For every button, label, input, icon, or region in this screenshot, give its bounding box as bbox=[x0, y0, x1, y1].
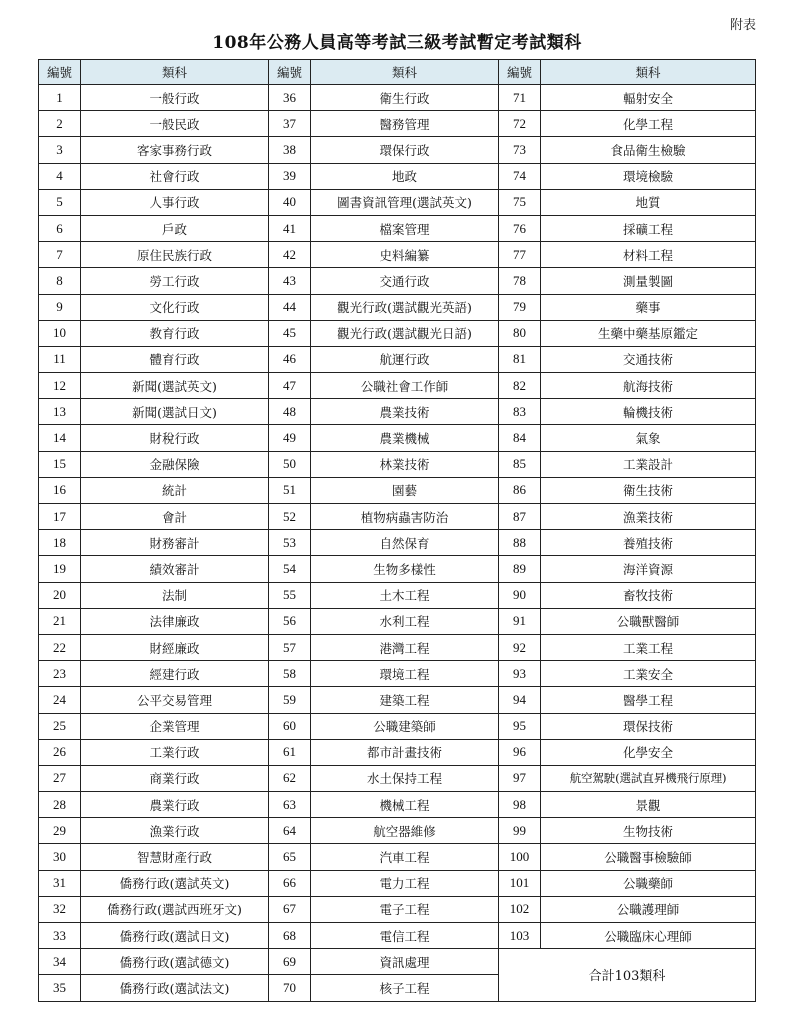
subject-name: 觀光行政(選試觀光日語) bbox=[311, 320, 499, 346]
subject-name: 測量製圖 bbox=[541, 268, 756, 294]
subject-name: 公職社會工作師 bbox=[311, 373, 499, 399]
subject-number: 53 bbox=[269, 530, 311, 556]
subject-name: 生物多樣性 bbox=[311, 556, 499, 582]
table-row bbox=[39, 425, 756, 451]
table-row bbox=[39, 661, 756, 687]
subject-name: 公職建築師 bbox=[311, 713, 499, 739]
subject-number: 99 bbox=[499, 818, 541, 844]
subject-number: 67 bbox=[269, 896, 311, 922]
subject-name: 工業設計 bbox=[541, 451, 756, 477]
subject-name: 勞工行政 bbox=[81, 268, 269, 294]
subject-name: 衛生技術 bbox=[541, 477, 756, 503]
subject-number: 23 bbox=[39, 661, 81, 687]
subject-number: 61 bbox=[269, 739, 311, 765]
subject-number: 102 bbox=[499, 896, 541, 922]
subject-number: 24 bbox=[39, 687, 81, 713]
subject-name: 景觀 bbox=[541, 792, 756, 818]
subject-name: 地質 bbox=[541, 189, 756, 215]
subject-number: 94 bbox=[499, 687, 541, 713]
table-row bbox=[39, 530, 756, 556]
subject-name: 化學安全 bbox=[541, 739, 756, 765]
subject-number: 64 bbox=[269, 818, 311, 844]
subject-name: 輻射安全 bbox=[541, 85, 756, 111]
subject-number: 58 bbox=[269, 661, 311, 687]
subject-name: 觀光行政(選試觀光英語) bbox=[311, 294, 499, 320]
page-title: 108年公務人員高等考試三級考試暫定考試類科 bbox=[212, 33, 582, 53]
subject-name: 統計 bbox=[81, 477, 269, 503]
subject-name: 客家事務行政 bbox=[81, 137, 269, 163]
subject-name: 僑務行政(選試西班牙文) bbox=[81, 896, 269, 922]
table-row bbox=[39, 320, 756, 346]
subject-number: 27 bbox=[39, 765, 81, 791]
subject-name: 公職藥師 bbox=[541, 870, 756, 896]
subject-name: 建築工程 bbox=[311, 687, 499, 713]
subject-number: 39 bbox=[269, 163, 311, 189]
subject-number: 101 bbox=[499, 870, 541, 896]
subject-name: 交通技術 bbox=[541, 346, 756, 372]
subject-number: 92 bbox=[499, 634, 541, 660]
subject-name: 環保技術 bbox=[541, 713, 756, 739]
header-subject: 類科 bbox=[541, 60, 756, 85]
subject-name: 圖書資訊管理(選試英文) bbox=[311, 189, 499, 215]
subject-name: 會計 bbox=[81, 504, 269, 530]
header-subject: 類科 bbox=[311, 60, 499, 85]
table-row bbox=[39, 215, 756, 241]
subject-number: 15 bbox=[39, 451, 81, 477]
subject-number: 19 bbox=[39, 556, 81, 582]
table-row bbox=[39, 111, 756, 137]
subject-name: 電子工程 bbox=[311, 896, 499, 922]
subject-number: 88 bbox=[499, 530, 541, 556]
subject-number: 4 bbox=[39, 163, 81, 189]
table-row bbox=[39, 504, 756, 530]
subject-number: 68 bbox=[269, 923, 311, 949]
subject-name: 水利工程 bbox=[311, 608, 499, 634]
subject-number: 85 bbox=[499, 451, 541, 477]
subject-number: 54 bbox=[269, 556, 311, 582]
table-row bbox=[39, 844, 756, 870]
subject-name: 地政 bbox=[311, 163, 499, 189]
subject-number: 86 bbox=[499, 477, 541, 503]
subject-name: 社會行政 bbox=[81, 163, 269, 189]
subject-number: 48 bbox=[269, 399, 311, 425]
subject-name: 藥事 bbox=[541, 294, 756, 320]
table-row bbox=[39, 634, 756, 660]
subject-name: 航空器維修 bbox=[311, 818, 499, 844]
subject-number: 63 bbox=[269, 792, 311, 818]
subject-number: 38 bbox=[269, 137, 311, 163]
subject-number: 91 bbox=[499, 608, 541, 634]
subject-number: 62 bbox=[269, 765, 311, 791]
subject-name: 航海技術 bbox=[541, 373, 756, 399]
subject-number: 81 bbox=[499, 346, 541, 372]
table-row bbox=[39, 268, 756, 294]
table-row bbox=[39, 739, 756, 765]
subject-name: 公職護理師 bbox=[541, 896, 756, 922]
subject-number: 12 bbox=[39, 373, 81, 399]
subject-name: 林業技術 bbox=[311, 451, 499, 477]
subject-number: 89 bbox=[499, 556, 541, 582]
subject-number: 14 bbox=[39, 425, 81, 451]
header-row bbox=[39, 60, 756, 85]
subject-number: 57 bbox=[269, 634, 311, 660]
subject-number: 95 bbox=[499, 713, 541, 739]
subject-name: 採礦工程 bbox=[541, 215, 756, 241]
subject-number: 75 bbox=[499, 189, 541, 215]
subject-name: 交通行政 bbox=[311, 268, 499, 294]
subject-number: 7 bbox=[39, 242, 81, 268]
table-row bbox=[39, 189, 756, 215]
table-row bbox=[39, 85, 756, 111]
subject-name: 一般行政 bbox=[81, 85, 269, 111]
subject-name: 經建行政 bbox=[81, 661, 269, 687]
table-row bbox=[39, 242, 756, 268]
subject-name: 僑務行政(選試德文) bbox=[81, 949, 269, 975]
subject-name: 生物技術 bbox=[541, 818, 756, 844]
subject-number: 84 bbox=[499, 425, 541, 451]
subject-number: 25 bbox=[39, 713, 81, 739]
subject-number: 90 bbox=[499, 582, 541, 608]
subject-number: 40 bbox=[269, 189, 311, 215]
subject-name: 醫務管理 bbox=[311, 111, 499, 137]
subject-name: 醫學工程 bbox=[541, 687, 756, 713]
subject-number: 37 bbox=[269, 111, 311, 137]
header-number: 編號 bbox=[269, 60, 311, 85]
subject-number: 13 bbox=[39, 399, 81, 425]
subject-number: 51 bbox=[269, 477, 311, 503]
subject-name: 智慧財產行政 bbox=[81, 844, 269, 870]
subject-number: 17 bbox=[39, 504, 81, 530]
subject-number: 6 bbox=[39, 215, 81, 241]
subject-name: 水土保持工程 bbox=[311, 765, 499, 791]
subject-number: 79 bbox=[499, 294, 541, 320]
subject-name: 畜牧技術 bbox=[541, 582, 756, 608]
subject-number: 9 bbox=[39, 294, 81, 320]
table-row bbox=[39, 399, 756, 425]
subject-number: 10 bbox=[39, 320, 81, 346]
subject-number: 31 bbox=[39, 870, 81, 896]
subject-name: 環保行政 bbox=[311, 137, 499, 163]
subject-number: 30 bbox=[39, 844, 81, 870]
subject-name: 財經廉政 bbox=[81, 634, 269, 660]
subject-number: 18 bbox=[39, 530, 81, 556]
subject-number: 55 bbox=[269, 582, 311, 608]
subject-name: 原住民族行政 bbox=[81, 242, 269, 268]
subject-number: 77 bbox=[499, 242, 541, 268]
subject-name: 農業機械 bbox=[311, 425, 499, 451]
table-row bbox=[39, 923, 756, 949]
subject-name: 漁業行政 bbox=[81, 818, 269, 844]
table-row bbox=[39, 792, 756, 818]
subject-name: 材料工程 bbox=[541, 242, 756, 268]
subject-name: 新聞(選試英文) bbox=[81, 373, 269, 399]
subject-number: 103 bbox=[499, 923, 541, 949]
subject-name: 僑務行政(選試法文) bbox=[81, 975, 269, 1001]
subject-number: 1 bbox=[39, 85, 81, 111]
subject-number: 43 bbox=[269, 268, 311, 294]
subject-name: 港灣工程 bbox=[311, 634, 499, 660]
subject-number: 78 bbox=[499, 268, 541, 294]
subject-name: 僑務行政(選試英文) bbox=[81, 870, 269, 896]
subject-number: 96 bbox=[499, 739, 541, 765]
subject-number: 83 bbox=[499, 399, 541, 425]
subject-number: 59 bbox=[269, 687, 311, 713]
subject-number: 20 bbox=[39, 582, 81, 608]
subject-name: 資訊處理 bbox=[311, 949, 499, 975]
subject-name: 輪機技術 bbox=[541, 399, 756, 425]
subject-name: 海洋資源 bbox=[541, 556, 756, 582]
subject-number: 46 bbox=[269, 346, 311, 372]
table-row bbox=[39, 556, 756, 582]
subject-name: 企業管理 bbox=[81, 713, 269, 739]
table-row bbox=[39, 687, 756, 713]
subject-number: 73 bbox=[499, 137, 541, 163]
subject-name: 僑務行政(選試日文) bbox=[81, 923, 269, 949]
subject-number: 71 bbox=[499, 85, 541, 111]
subject-name: 法制 bbox=[81, 582, 269, 608]
subject-name: 公平交易管理 bbox=[81, 687, 269, 713]
subject-number: 97 bbox=[499, 765, 541, 791]
subject-number: 50 bbox=[269, 451, 311, 477]
subject-table bbox=[38, 59, 756, 1002]
subject-name: 氣象 bbox=[541, 425, 756, 451]
subject-name: 養殖技術 bbox=[541, 530, 756, 556]
subject-number: 80 bbox=[499, 320, 541, 346]
subject-name: 機械工程 bbox=[311, 792, 499, 818]
table-row bbox=[39, 818, 756, 844]
subject-name: 衛生行政 bbox=[311, 85, 499, 111]
table-row bbox=[39, 477, 756, 503]
header-number: 編號 bbox=[499, 60, 541, 85]
subject-number: 47 bbox=[269, 373, 311, 399]
subject-number: 32 bbox=[39, 896, 81, 922]
subject-number: 98 bbox=[499, 792, 541, 818]
subject-number: 52 bbox=[269, 504, 311, 530]
subject-name: 體育行政 bbox=[81, 346, 269, 372]
subject-number: 26 bbox=[39, 739, 81, 765]
subject-number: 49 bbox=[269, 425, 311, 451]
subject-number: 35 bbox=[39, 975, 81, 1001]
subject-number: 44 bbox=[269, 294, 311, 320]
subject-number: 22 bbox=[39, 634, 81, 660]
subject-name: 公職臨床心理師 bbox=[541, 923, 756, 949]
annex-label: 附表 bbox=[729, 18, 756, 33]
subject-number: 72 bbox=[499, 111, 541, 137]
subject-number: 41 bbox=[269, 215, 311, 241]
subject-number: 69 bbox=[269, 949, 311, 975]
subject-name: 電力工程 bbox=[311, 870, 499, 896]
subject-number: 93 bbox=[499, 661, 541, 687]
subject-number: 3 bbox=[39, 137, 81, 163]
subject-name: 檔案管理 bbox=[311, 215, 499, 241]
table-row bbox=[39, 608, 756, 634]
subject-name: 工業行政 bbox=[81, 739, 269, 765]
subject-number: 82 bbox=[499, 373, 541, 399]
subject-name: 自然保育 bbox=[311, 530, 499, 556]
subject-number: 28 bbox=[39, 792, 81, 818]
total-count: 合計103類科 bbox=[499, 949, 756, 1001]
subject-number: 76 bbox=[499, 215, 541, 241]
subject-number: 56 bbox=[269, 608, 311, 634]
table-row bbox=[39, 582, 756, 608]
subject-name: 金融保險 bbox=[81, 451, 269, 477]
table-row bbox=[39, 896, 756, 922]
subject-number: 33 bbox=[39, 923, 81, 949]
subject-name: 都市計畫技術 bbox=[311, 739, 499, 765]
table-row bbox=[39, 373, 756, 399]
subject-name: 文化行政 bbox=[81, 294, 269, 320]
subject-name: 工業安全 bbox=[541, 661, 756, 687]
table-row bbox=[39, 713, 756, 739]
subject-name: 人事行政 bbox=[81, 189, 269, 215]
subject-name: 商業行政 bbox=[81, 765, 269, 791]
subject-number: 34 bbox=[39, 949, 81, 975]
subject-name: 教育行政 bbox=[81, 320, 269, 346]
subject-name: 績效審計 bbox=[81, 556, 269, 582]
subject-number: 45 bbox=[269, 320, 311, 346]
subject-name: 財務審計 bbox=[81, 530, 269, 556]
subject-number: 8 bbox=[39, 268, 81, 294]
subject-name: 環境工程 bbox=[311, 661, 499, 687]
subject-name: 財稅行政 bbox=[81, 425, 269, 451]
subject-name: 農業行政 bbox=[81, 792, 269, 818]
subject-number: 87 bbox=[499, 504, 541, 530]
subject-number: 42 bbox=[269, 242, 311, 268]
table-row bbox=[39, 346, 756, 372]
subject-name: 公職醫事檢驗師 bbox=[541, 844, 756, 870]
table-row bbox=[39, 870, 756, 896]
subject-name: 工業工程 bbox=[541, 634, 756, 660]
table-row bbox=[39, 294, 756, 320]
subject-name: 新聞(選試日文) bbox=[81, 399, 269, 425]
subject-name: 漁業技術 bbox=[541, 504, 756, 530]
subject-number: 70 bbox=[269, 975, 311, 1001]
subject-name: 植物病蟲害防治 bbox=[311, 504, 499, 530]
subject-name: 汽車工程 bbox=[311, 844, 499, 870]
subject-number: 21 bbox=[39, 608, 81, 634]
subject-number: 74 bbox=[499, 163, 541, 189]
subject-name: 園藝 bbox=[311, 477, 499, 503]
subject-number: 11 bbox=[39, 346, 81, 372]
subject-number: 100 bbox=[499, 844, 541, 870]
subject-number: 65 bbox=[269, 844, 311, 870]
subject-name: 航空駕駛(選試直昇機飛行原理) bbox=[541, 765, 756, 791]
subject-name: 食品衛生檢驗 bbox=[541, 137, 756, 163]
subject-number: 16 bbox=[39, 477, 81, 503]
subject-name: 史料編纂 bbox=[311, 242, 499, 268]
subject-number: 5 bbox=[39, 189, 81, 215]
subject-number: 29 bbox=[39, 818, 81, 844]
subject-number: 60 bbox=[269, 713, 311, 739]
subject-name: 生藥中藥基原鑑定 bbox=[541, 320, 756, 346]
table-row bbox=[39, 949, 756, 975]
subject-name: 公職獸醫師 bbox=[541, 608, 756, 634]
table-row bbox=[39, 163, 756, 189]
subject-name: 化學工程 bbox=[541, 111, 756, 137]
subject-name: 土木工程 bbox=[311, 582, 499, 608]
subject-name: 戶政 bbox=[81, 215, 269, 241]
subject-name: 一般民政 bbox=[81, 111, 269, 137]
subject-number: 36 bbox=[269, 85, 311, 111]
table-row bbox=[39, 765, 756, 791]
subject-number: 2 bbox=[39, 111, 81, 137]
subject-name: 核子工程 bbox=[311, 975, 499, 1001]
subject-name: 農業技術 bbox=[311, 399, 499, 425]
subject-name: 電信工程 bbox=[311, 923, 499, 949]
header-number: 編號 bbox=[39, 60, 81, 85]
table-row bbox=[39, 451, 756, 477]
header-subject: 類科 bbox=[81, 60, 269, 85]
subject-name: 法律廉政 bbox=[81, 608, 269, 634]
table-row bbox=[39, 137, 756, 163]
subject-number: 66 bbox=[269, 870, 311, 896]
subject-name: 環境檢驗 bbox=[541, 163, 756, 189]
subject-name: 航運行政 bbox=[311, 346, 499, 372]
